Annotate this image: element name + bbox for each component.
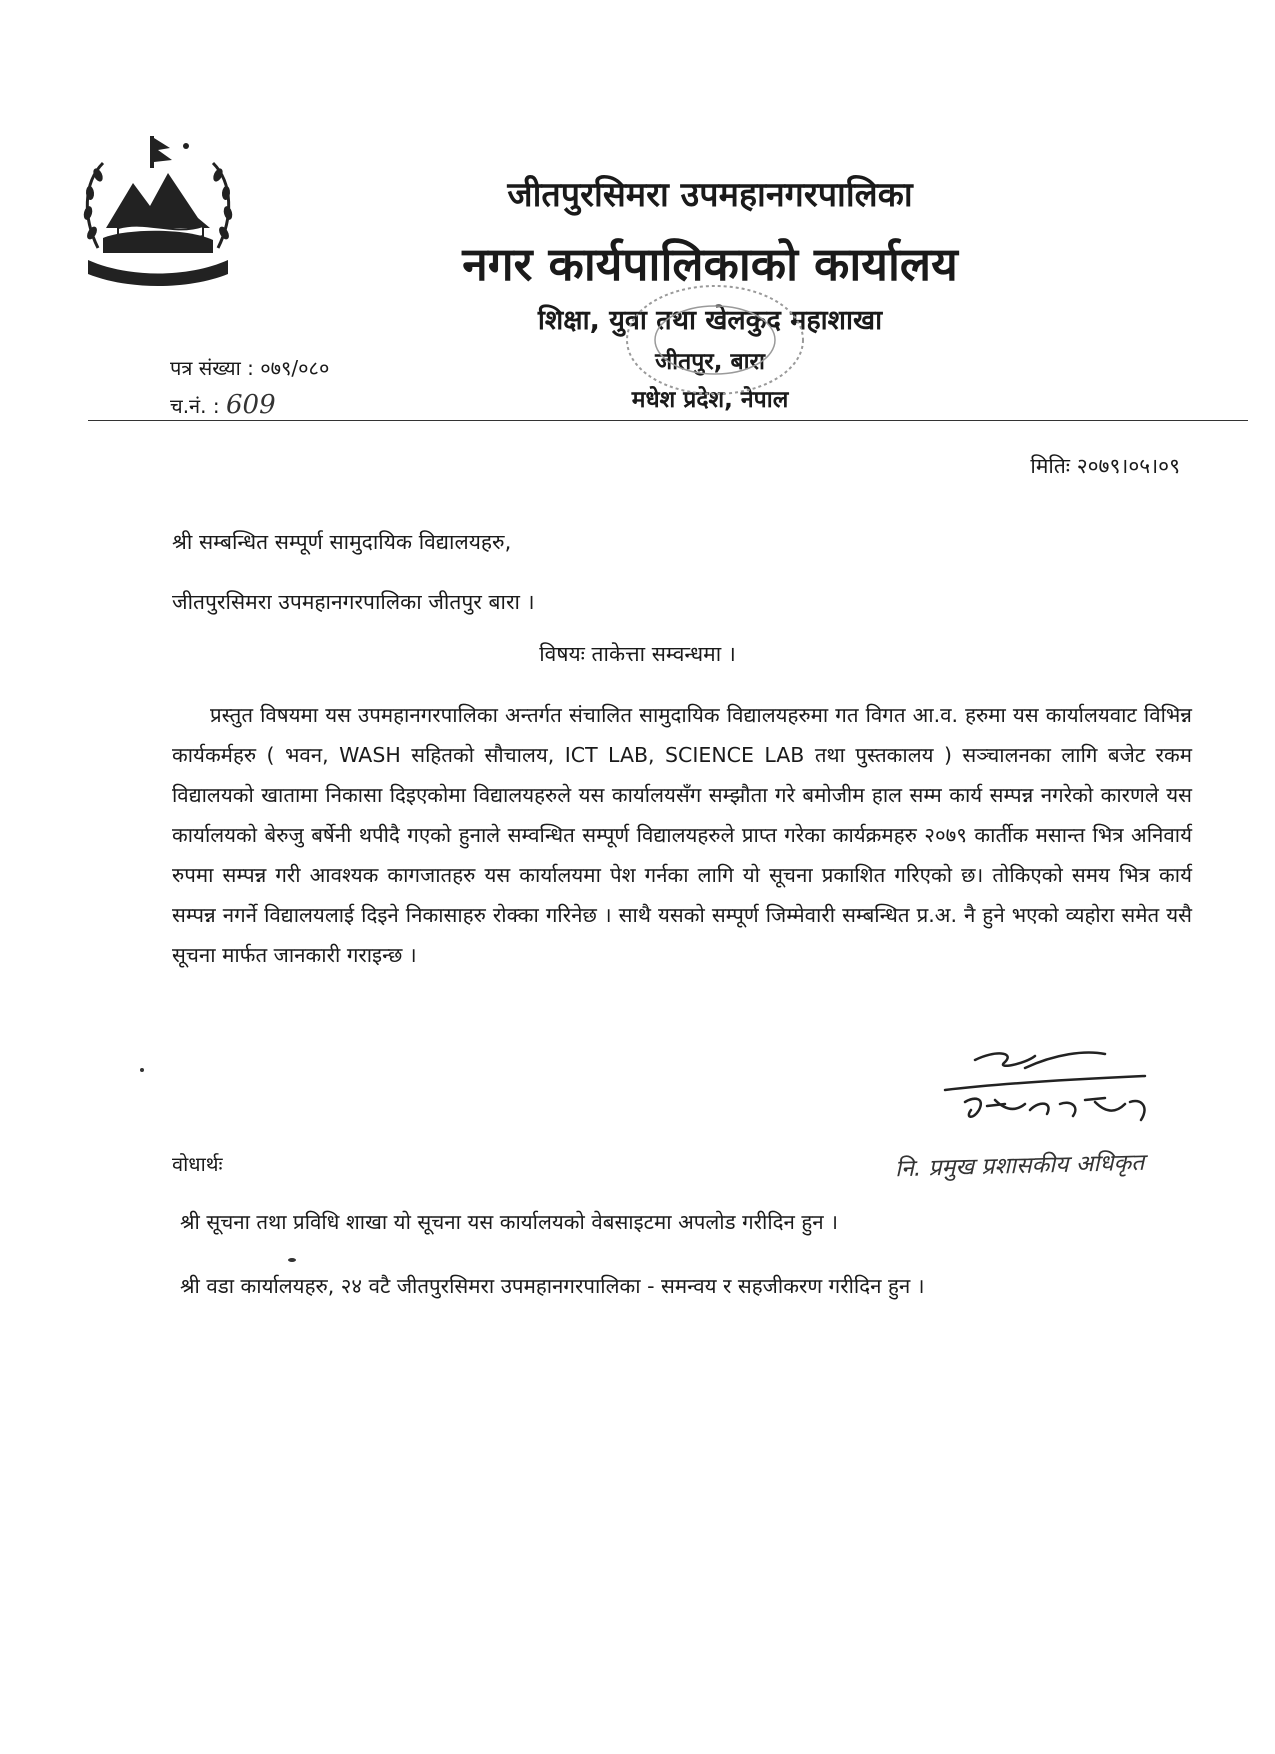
- nepal-emblem-icon: [78, 128, 238, 298]
- office-stamp-icon: [620, 280, 810, 400]
- letter-subject: विषयः ताकेत्ता सम्वन्धमा ।: [539, 642, 736, 666]
- handwritten-signature: [935, 1040, 1175, 1160]
- cc-line-2: श्री वडा कार्यालयहरु, २४ वटै जीतपुरसिमरा उपमहानगरपालिका - समन्वय र सहजीकरण गरीदिन हुन ।: [180, 1274, 925, 1298]
- dispatch-number: [170, 390, 276, 420]
- header-divider: [88, 420, 1248, 421]
- letter-date: मितिः २०७९।०५।०९: [1030, 454, 1180, 478]
- cc-line-1: श्री सूचना तथा प्रविधि शाखा यो सूचना यस कार्यालयको वेबसाइटमा अपलोड गरीदिन हुन ।: [180, 1210, 838, 1234]
- letter-body: प्रस्तुत विषयमा यस उपमहानगरपालिका अन्तर्गत संचालित सामुदायिक विद्यालयहरुमा गत विगत आ.व. हरुमा यस कार्यालयवाट विभिन्न कार्यकर्महरु ( भवन, WASH सहितको सौचालय, ICT LAB, SCIENCE LAB तथा पुस्तकालय ) सञ्चालनका लागि बजेट रकम विद्यालयको खातामा निकासा दिइएकोमा विद्यालयहरुले यस कार्यालयसँग सम्झौता गरे बमोजीम हाल सम्म कार्य सम्पन्न नगरेको कारणले यस कार्यालयको बेरुजु बर्षेनी थपीदै गएको हुनाले सम्वन्धित सम्पूर्ण विद्यालयहरुले प्राप्त गरेका कार्यक्रमहरु २०७९ कार्तीक मसान्त भित्र अनिवार्य रुपमा सम्पन्न गरी आवश्यक कागजातहरु यस कार्यालयमा पेश गर्नका लागि यो सूचना प्रकाशित गरिएको छ। तोकिएको समय भित्र कार्य सम्पन्न नगर्ने विद्यालयलाई दिइने निकासाहरु रोक्का गरिनेछ । साथै यसको सम्पूर्ण जिम्मेवारी सम्बन्धित प्र.अ. नै हुने भएको व्यहोरा समेत यसै सूचना मार्फत जानकारी गराइन्छ ।: [172, 703, 1192, 967]
- office-name: नगर कार्यपालिकाको कार्यालय: [462, 237, 958, 291]
- letter-number: पत्र संख्या : ०७९/०८०: [170, 356, 330, 380]
- municipality-name: जीतपुरसिमरा उपमहानगरपालिका: [507, 175, 913, 215]
- scan-speck: [288, 1258, 296, 1262]
- scan-speck: [140, 1068, 144, 1072]
- signatory-title: नि. प्रमुख प्रशासकीय अधिकृत: [894, 1149, 1145, 1183]
- cc-label: वोधार्थः: [172, 1152, 223, 1176]
- addressee-line-2: जीतपुरसिमरा उपमहानगरपालिका जीतपुर बारा ।: [172, 590, 535, 614]
- dispatch-number-label: च.नं. :: [170, 394, 220, 418]
- addressee-line-1: श्री सम्बन्धित सम्पूर्ण सामुदायिक विद्यालयहरु,: [172, 530, 512, 554]
- office-province: मधेश प्रदेश, नेपाल: [631, 387, 789, 413]
- dispatch-number-value: 609: [225, 390, 276, 420]
- division-name: शिक्षा, युवा तथा खेलकुद महाशाखा: [537, 305, 883, 336]
- office-place: जीतपुर, बारा: [655, 349, 765, 375]
